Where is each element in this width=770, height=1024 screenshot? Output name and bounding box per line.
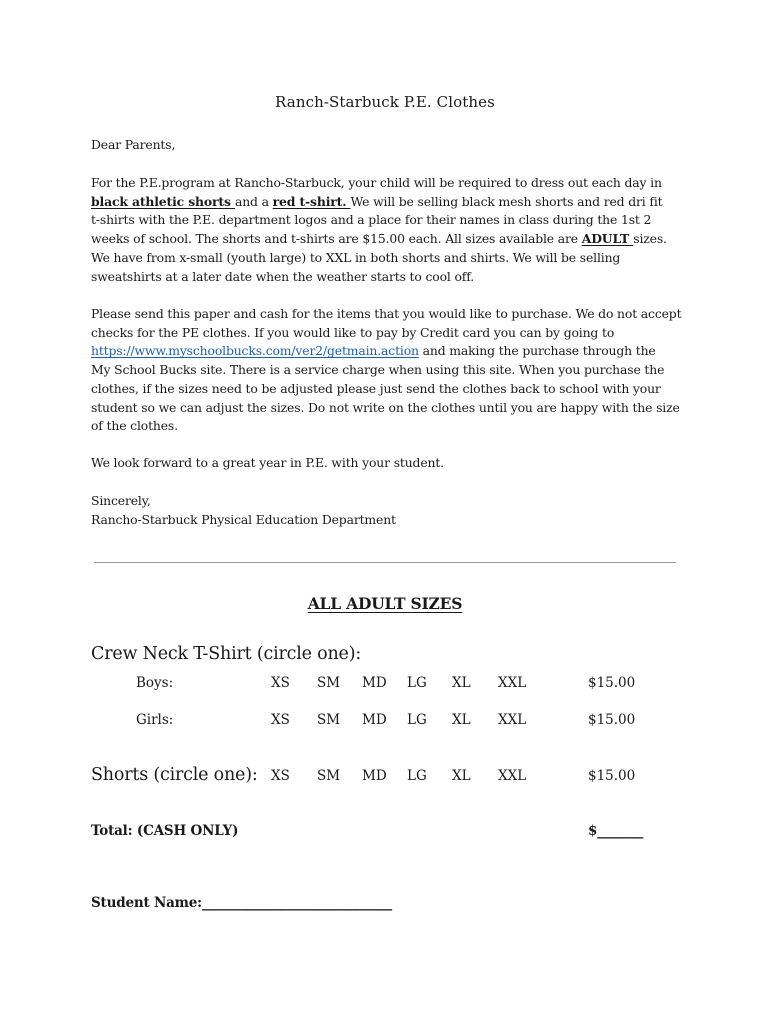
girls-size-md: MD xyxy=(362,712,387,728)
total-field[interactable]: $_______ xyxy=(588,823,644,839)
shorts-label: Shorts (circle one): xyxy=(91,765,258,785)
signature-block xyxy=(91,492,691,529)
paragraph-payment: Please send this paper and cash for the items that you would like to purchase. We do not accept checks for the PE clothes. If you would like to pay by Credit card you can by going to https://www.myschoolbucks.com/ver2/getmain.action and making the purchase through the My School Bucks site. There is a service charge when using this site. When you purchase the clothes, if the sizes need to be adjusted please just send the clothes back to school with your student so we can adjust the sizes. Do not write on the clothes until you are happy with the size of the clothes. xyxy=(91,306,682,434)
closing: Sincerely, xyxy=(91,493,151,508)
paragraph-closing-note: We look forward to a great year in P.E. with your student. xyxy=(91,455,444,470)
girls-label: Girls: xyxy=(136,712,174,728)
signature: Rancho-Starbuck Physical Education Department xyxy=(91,511,396,527)
red-tshirt-emphasis: red t-shirt. xyxy=(272,193,351,209)
boys-size-xs: XS xyxy=(271,675,290,691)
total-label: Total: (CASH ONLY) xyxy=(91,823,239,839)
document-title: Ranch-Starbuck P.E. Clothes xyxy=(275,93,495,111)
greeting: Dear Parents, xyxy=(91,137,176,152)
boys-size-xxl: XXL xyxy=(498,675,527,691)
girls-size-sm: SM xyxy=(317,712,341,728)
crew-neck-label: Crew Neck T-Shirt (circle one): xyxy=(91,644,362,664)
adult-emphasis: ADULT xyxy=(581,231,634,247)
shorts-size-xxl: XXL xyxy=(498,768,527,784)
girls-size-xs: XS xyxy=(271,712,290,728)
shorts-size-md: MD xyxy=(362,768,387,784)
shorts-price: $15.00 xyxy=(588,768,636,784)
student-name-field[interactable]: Student Name:_____________________________ xyxy=(91,895,392,911)
boys-price: $15.00 xyxy=(588,675,636,691)
boys-label: Boys: xyxy=(136,675,174,691)
boys-size-md: MD xyxy=(362,675,387,691)
shorts-size-xs: XS xyxy=(271,768,290,784)
girls-size-xl: XL xyxy=(452,712,471,728)
paragraph-intro: For the P.E.program at Rancho-Starbuck, your child will be required to dress out each day in black athletic shorts and a red t-shirt. We will be selling black mesh shorts and red dri fit t-shirts with the P.E. department logos and a place for their names in class during the 1st 2 weeks of school. The shorts and t-shirts are $15.00 each. All sizes available are ADULT sizes. We have from x-small (youth large) to XXL in both shorts and shirts. We will be selling sweatshirts at a later date when the weather starts to cool off. xyxy=(91,175,667,284)
girls-price: $15.00 xyxy=(588,712,636,728)
boys-size-lg: LG xyxy=(407,675,427,691)
myschoolbucks-link[interactable]: https://www.myschoolbucks.com/ver2/getmain.action xyxy=(91,343,419,359)
girls-size-lg: LG xyxy=(407,712,427,728)
shorts-size-lg: LG xyxy=(407,768,427,784)
black-shorts-emphasis: black athletic shorts xyxy=(91,193,235,209)
shorts-size-sm: SM xyxy=(317,768,341,784)
section-divider xyxy=(94,562,676,563)
boys-size-sm: SM xyxy=(317,675,341,691)
order-heading: ALL ADULT SIZES xyxy=(307,594,463,613)
boys-size-xl: XL xyxy=(452,675,471,691)
girls-size-xxl: XXL xyxy=(498,712,527,728)
shorts-size-xl: XL xyxy=(452,768,471,784)
